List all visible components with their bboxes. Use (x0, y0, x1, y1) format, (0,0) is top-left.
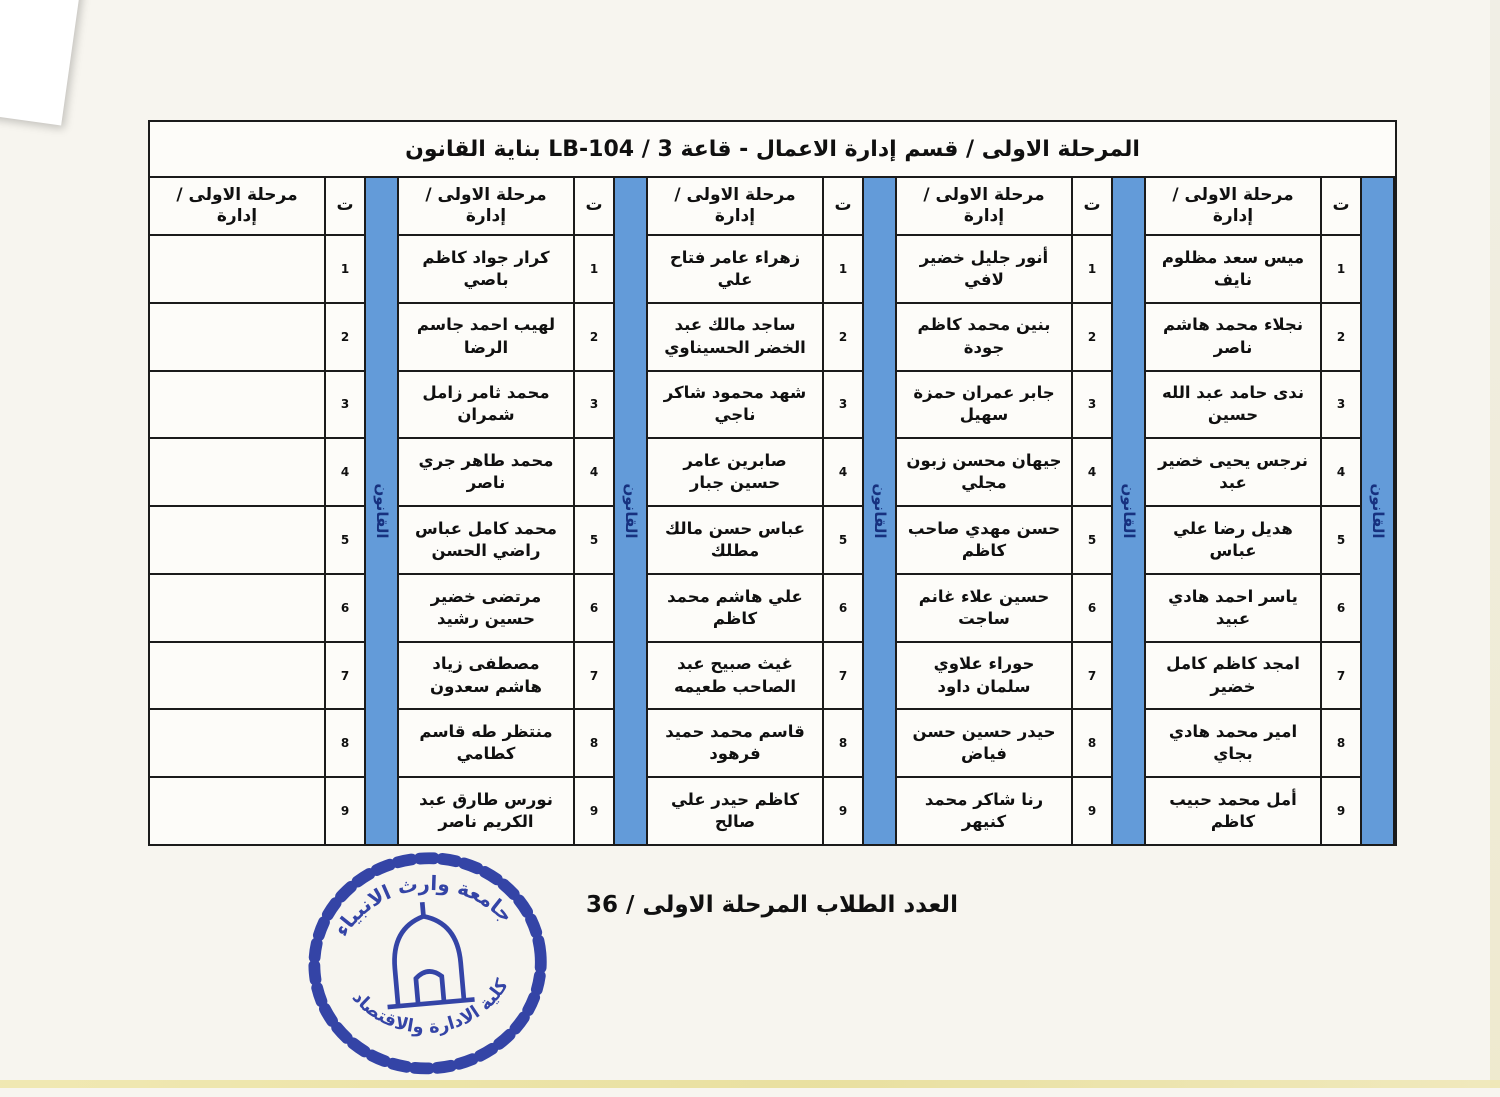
seq-header-cell: ت (575, 178, 613, 236)
seq-cell: 4 (1073, 439, 1111, 507)
names-column (150, 178, 324, 844)
roster-columns (150, 178, 1395, 844)
seq-cell: 3 (1322, 372, 1360, 440)
seq-column (1320, 178, 1360, 844)
student-name-cell: جابر عمران حمزة سهيل (897, 372, 1071, 440)
names-column (399, 178, 573, 844)
stamp-top-text: جامعة وارث الانبياء (328, 870, 519, 941)
student-name-cell: حسن مهدي صاحب كاظم (897, 507, 1071, 575)
seq-column (324, 178, 364, 844)
names-column (648, 178, 822, 844)
student-name-cell: شهد محمود شاكر ناجي (648, 372, 822, 440)
student-name-cell: زهراء عامر فتاح علي (648, 236, 822, 304)
student-name-cell (150, 778, 324, 844)
seq-cell: 6 (1322, 575, 1360, 643)
seq-cell: 8 (1073, 710, 1111, 778)
seq-cell: 1 (1073, 236, 1111, 304)
student-name-cell: ندى حامد عبد الله حسين (1146, 372, 1320, 440)
student-name-cell (150, 439, 324, 507)
student-name-cell: صابرين عامر حسين جبار (648, 439, 822, 507)
building-strip-label: القانون (1368, 483, 1387, 539)
group-header-cell: مرحلة الاولى / إدارة (150, 178, 324, 236)
student-name-cell: حوراء علاوي سلمان داود (897, 643, 1071, 711)
seq-column (1071, 178, 1111, 844)
seq-column (822, 178, 862, 844)
student-name-cell: ميس سعد مظلوم نايف (1146, 236, 1320, 304)
seq-header-cell: ت (1073, 178, 1111, 236)
roster-group (1146, 178, 1395, 844)
building-strip-label: القانون (372, 483, 391, 539)
seq-cell: 3 (824, 372, 862, 440)
student-name-cell (150, 372, 324, 440)
seq-cell: 3 (575, 372, 613, 440)
seq-cell: 5 (824, 507, 862, 575)
student-name-cell: منتظر طه قاسم كطامي (399, 710, 573, 778)
student-name-cell: نرجس يحيى خضير عبد (1146, 439, 1320, 507)
student-name-cell: رنا شاكر محمد كنيهر (924, 789, 1044, 832)
seq-cell: 2 (1073, 304, 1111, 372)
seq-cell: 1 (326, 236, 364, 304)
seq-cell: 8 (575, 710, 613, 778)
seq-cell: 5 (1322, 507, 1360, 575)
seq-cell: 2 (824, 304, 862, 372)
student-name-cell: ياسر احمد هادي عبيد (1146, 575, 1320, 643)
names-column (897, 178, 1071, 844)
student-name-cell (150, 575, 324, 643)
seq-cell: 4 (575, 439, 613, 507)
building-strip-label: القانون (1119, 483, 1138, 539)
seq-cell: 8 (824, 710, 862, 778)
student-name-cell: مصطفى زياد هاشم سعدون (399, 643, 573, 711)
building-strip-label: القانون (870, 483, 889, 539)
seq-cell: 7 (575, 643, 613, 711)
student-count-note: العدد الطلاب المرحلة الاولى / 36 (586, 892, 958, 918)
student-name-cell (150, 643, 324, 711)
seq-cell: 5 (575, 507, 613, 575)
student-name-cell: محمد كامل عباس راضي الحسن (399, 507, 573, 575)
seq-cell: 9 (1336, 804, 1346, 819)
seq-cell: 7 (1073, 643, 1111, 711)
seq-cell: 4 (326, 439, 364, 507)
roster-group (648, 178, 897, 844)
student-name-cell: لهيب احمد جاسم الرضا (399, 304, 573, 372)
seq-cell: 4 (824, 439, 862, 507)
seq-cell: 8 (326, 710, 364, 778)
seq-cell: 1 (824, 236, 862, 304)
seq-cell: 1 (1322, 236, 1360, 304)
seq-cell: 9 (589, 804, 599, 819)
seq-column (573, 178, 613, 844)
seq-cell: 6 (575, 575, 613, 643)
seq-cell: 6 (1073, 575, 1111, 643)
student-name-cell: غيث صبيح عبد الصاحب طعيمه (648, 643, 822, 711)
student-name-cell: حيدر حسين حسن فياض (897, 710, 1071, 778)
student-name-cell: امير محمد هادي بجاي (1146, 710, 1320, 778)
student-name-cell: كرار جواد كاظم باصي (399, 236, 573, 304)
seq-cell: 6 (326, 575, 364, 643)
seq-cell: 9 (340, 804, 350, 819)
seq-cell: 1 (575, 236, 613, 304)
seq-cell: 2 (575, 304, 613, 372)
group-header-cell: مرحلة الاولى / إدارة (399, 178, 573, 236)
student-name-cell (150, 710, 324, 778)
student-name-cell (150, 304, 324, 372)
student-name-cell: مرتضى خضير حسين رشيد (399, 575, 573, 643)
student-name-cell: محمد طاهر جري ناصر (399, 439, 573, 507)
student-name-cell: هديل رضا علي عباس (1146, 507, 1320, 575)
building-strip (862, 178, 897, 844)
student-name-cell: امجد كاظم كامل خضير (1146, 643, 1320, 711)
student-name-cell: نجلاء محمد هاشم ناصر (1146, 304, 1320, 372)
seq-header-cell: ت (326, 178, 364, 236)
seq-header-cell: ت (824, 178, 862, 236)
seq-cell: 3 (326, 372, 364, 440)
page-title: المرحلة الاولى / قسم إدارة الاعمال - قاعة 3 / LB-104 بناية القانون (150, 122, 1395, 178)
group-header-cell: مرحلة الاولى / إدارة (1146, 178, 1320, 236)
student-name-cell: ساجد مالك عبد الخضر الحسيناوي (648, 304, 822, 372)
svg-text:كلية الادارة والاقتصاد (347, 974, 517, 1045)
scan-bottom-artifact (0, 1080, 1500, 1088)
seq-header-cell: ت (1322, 178, 1360, 236)
student-name-cell: حسين علاء غانم ساجت (897, 575, 1071, 643)
building-strip (613, 178, 648, 844)
seq-cell: 5 (326, 507, 364, 575)
seq-cell: 4 (1322, 439, 1360, 507)
seq-cell: 9 (838, 804, 848, 819)
building-strip (1111, 178, 1146, 844)
seq-cell: 3 (1073, 372, 1111, 440)
seq-cell: 9 (1087, 804, 1097, 819)
seq-cell: 7 (1322, 643, 1360, 711)
roster-group (150, 178, 399, 844)
seq-cell: 7 (824, 643, 862, 711)
seq-cell: 8 (1322, 710, 1360, 778)
student-name-cell: نورس طارق عبد الكريم ناصر (419, 789, 553, 832)
group-header-cell: مرحلة الاولى / إدارة (897, 178, 1071, 236)
roster-group (897, 178, 1146, 844)
group-header-cell: مرحلة الاولى / إدارة (648, 178, 822, 236)
student-name-cell: كاظم حيدر علي صالح (670, 789, 800, 832)
student-name-cell: قاسم محمد حميد فرهود (648, 710, 822, 778)
student-name-cell (150, 236, 324, 304)
student-name-cell (150, 507, 324, 575)
seq-cell: 2 (326, 304, 364, 372)
building-strip-label: القانون (621, 483, 640, 539)
seq-cell: 5 (1073, 507, 1111, 575)
student-name-cell: أنور جليل خضير لافي (897, 236, 1071, 304)
stamp-bottom-text: كلية الادارة والاقتصاد (347, 976, 513, 1038)
roster-group (399, 178, 648, 844)
student-name-cell: أمل محمد حبيب كاظم (1169, 789, 1297, 832)
names-column (1146, 178, 1320, 844)
building-strip (1360, 178, 1395, 844)
roster-table (148, 120, 1397, 846)
seq-cell: 6 (824, 575, 862, 643)
seq-cell: 7 (326, 643, 364, 711)
student-name-cell: محمد ثامر زامل شمران (399, 372, 573, 440)
student-name-cell: علي هاشم محمد كاظم (648, 575, 822, 643)
scan-corner-fold (0, 0, 82, 126)
student-name-cell: جيهان محسن زبون مجلي (897, 439, 1071, 507)
student-name-cell: بنين محمد كاظم جودة (897, 304, 1071, 372)
university-stamp (282, 839, 574, 1097)
scan-edge-artifact (1490, 0, 1500, 1088)
mosque-dome-icon (379, 898, 475, 1007)
building-strip (364, 178, 399, 844)
student-name-cell: عباس حسن مالك مطلك (648, 507, 822, 575)
seq-cell: 2 (1322, 304, 1360, 372)
